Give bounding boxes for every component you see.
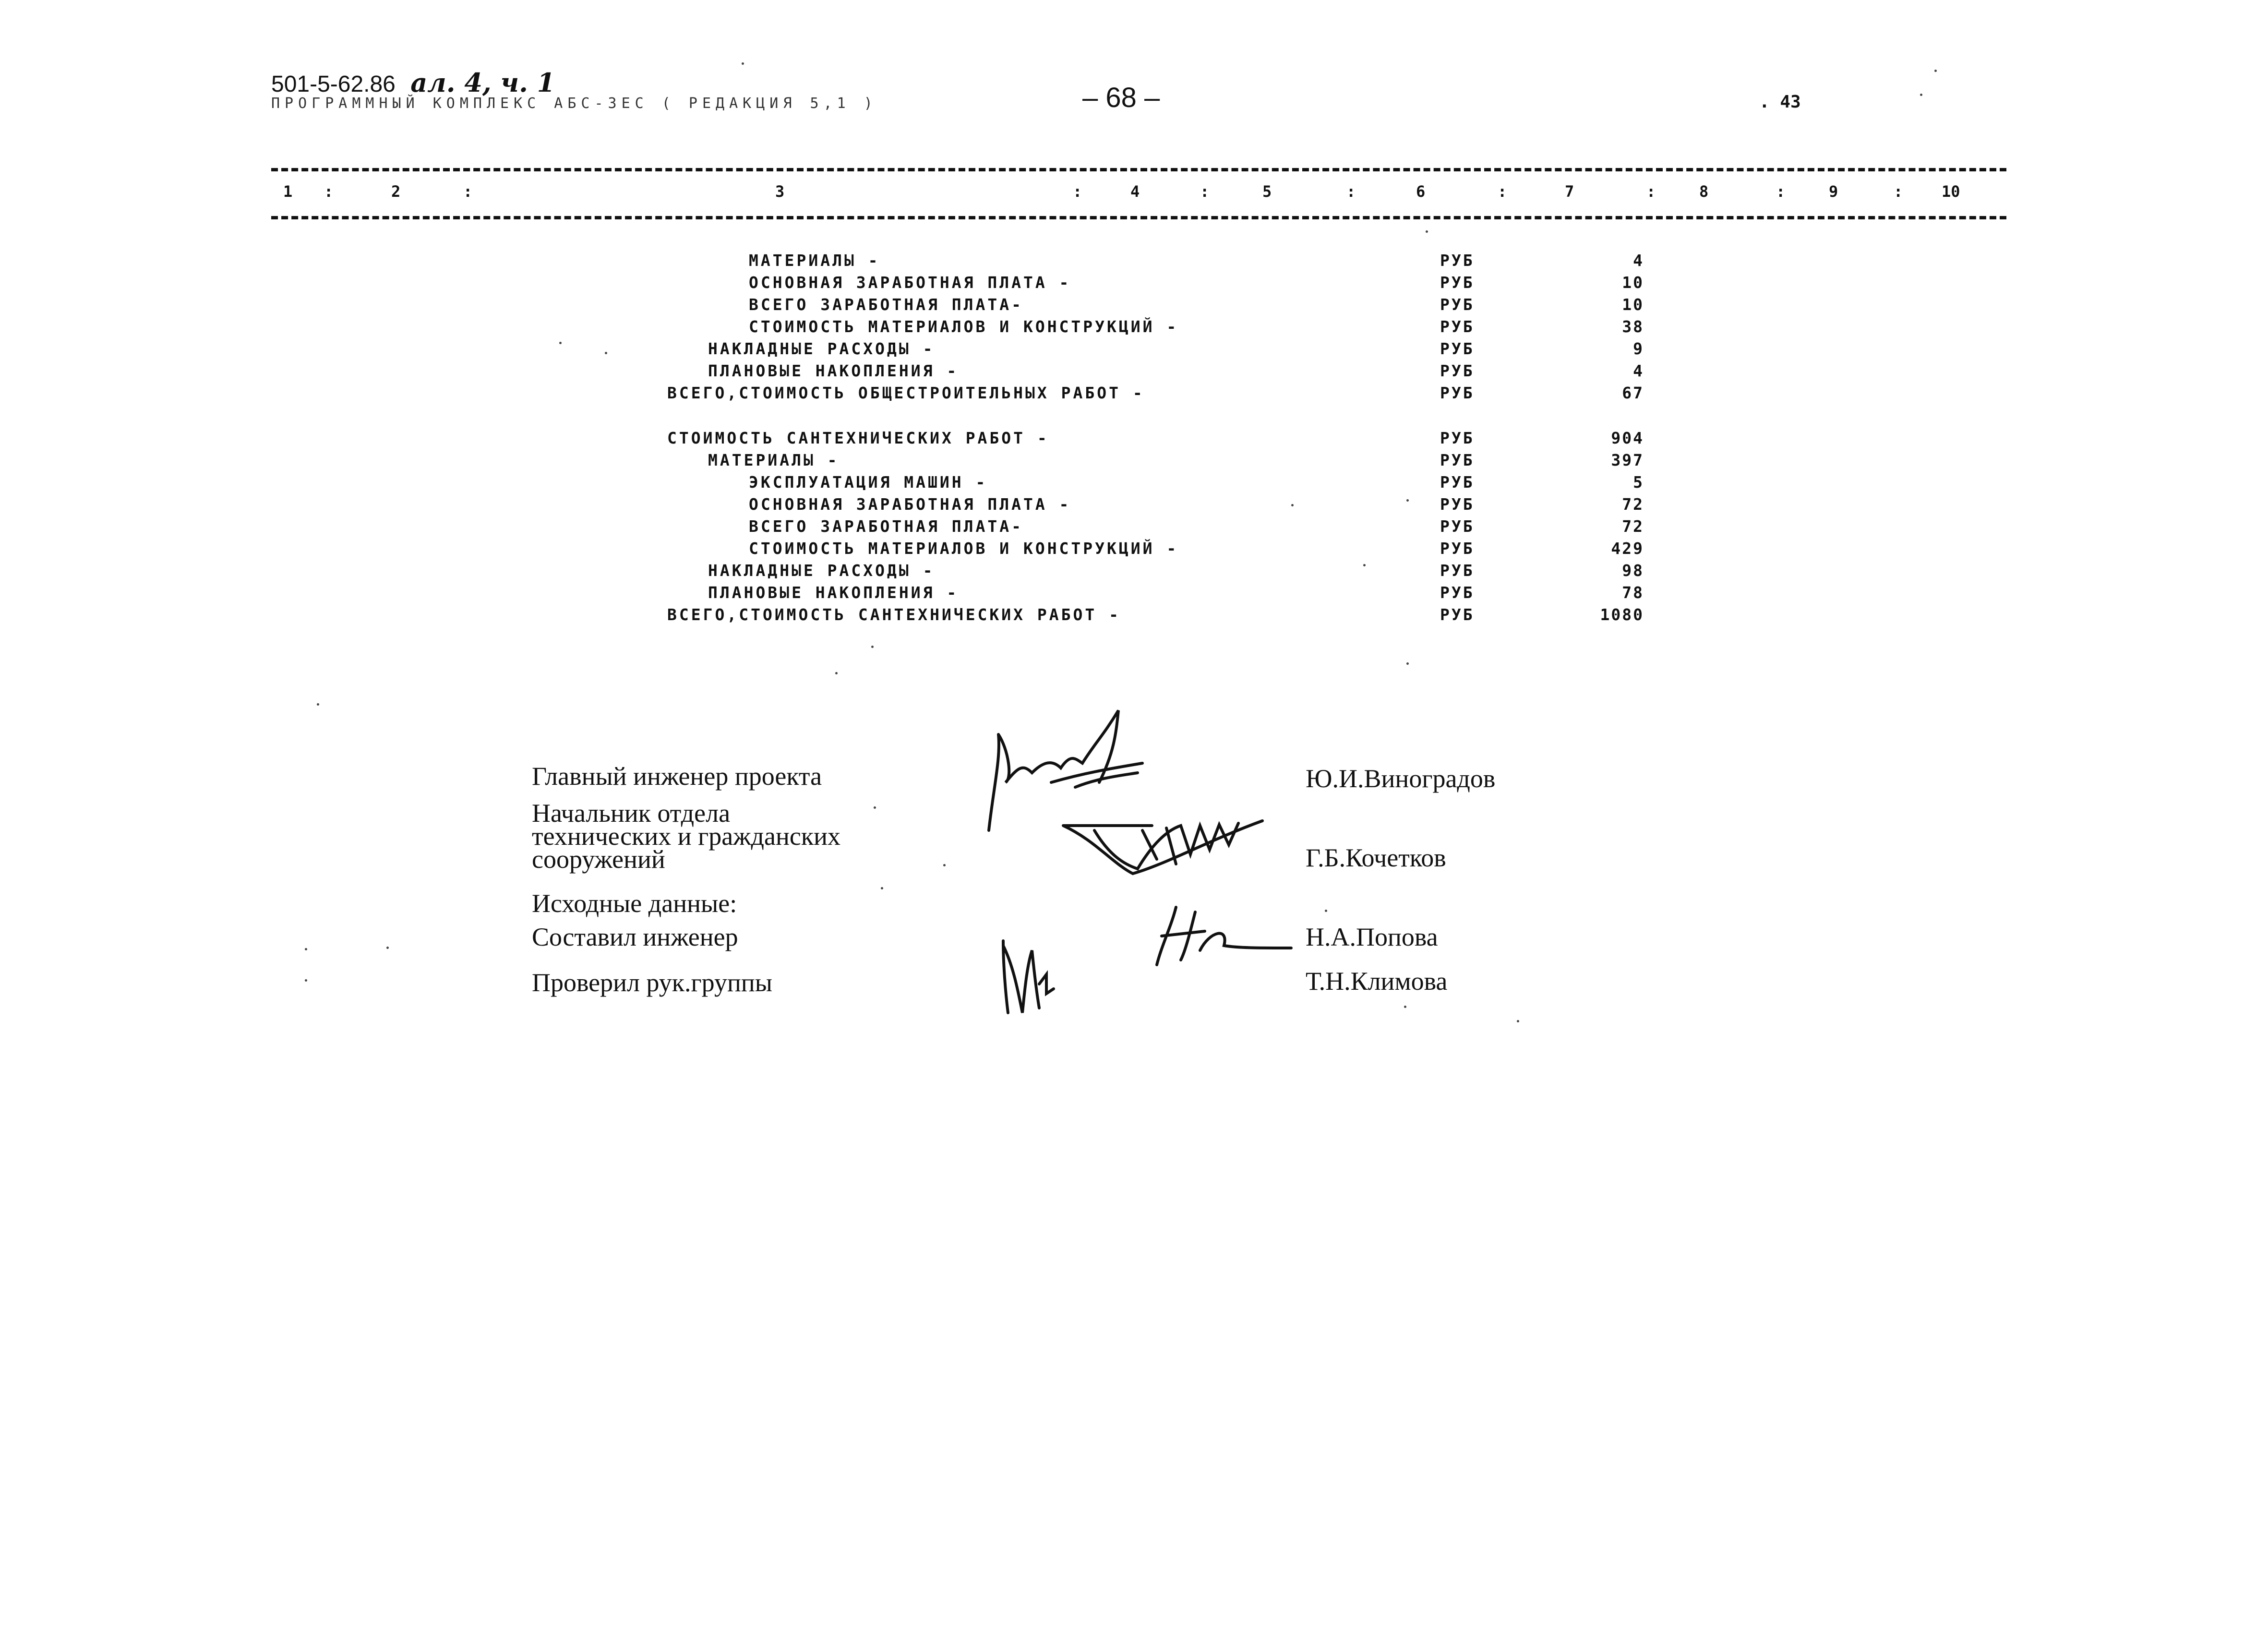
scan-speck xyxy=(305,979,307,982)
table-row xyxy=(0,294,1728,316)
col-sep: : xyxy=(463,182,473,201)
col-sep: : xyxy=(1776,182,1786,201)
scan-speck xyxy=(835,672,838,674)
col-num-4: 4 xyxy=(1130,182,1140,201)
page-number: – 68 – xyxy=(1082,82,1160,113)
row-unit: РУБ xyxy=(1440,539,1475,558)
row-label: НАКЛАДНЫЕ РАСХОДЫ - xyxy=(708,339,935,358)
row-label: ПЛАНОВЫЕ НАКОПЛЕНИЯ - xyxy=(708,583,959,602)
scan-speck xyxy=(1291,504,1294,506)
col-sep: : xyxy=(1200,182,1210,201)
row-value: 72 xyxy=(1622,517,1644,536)
row-value: 72 xyxy=(1622,495,1644,514)
role-dept-head-line1: Начальник отдела xyxy=(532,799,731,828)
row-value: 67 xyxy=(1622,384,1644,402)
table-row xyxy=(0,516,1728,538)
table-top-rule xyxy=(271,168,2006,171)
signature-dept-head xyxy=(1056,811,1277,888)
row-value: 98 xyxy=(1622,561,1644,580)
column-number-row xyxy=(271,182,2006,206)
scan-speck xyxy=(1406,662,1409,665)
table-row xyxy=(0,250,1728,272)
row-value: 78 xyxy=(1622,583,1644,602)
col-num-6: 6 xyxy=(1416,182,1426,201)
table-row xyxy=(0,427,1728,449)
row-value: 429 xyxy=(1611,539,1644,558)
col-num-8: 8 xyxy=(1699,182,1709,201)
role-compiled-by: Составил инженер xyxy=(532,923,738,951)
col-num-2: 2 xyxy=(391,182,401,201)
table-row-total xyxy=(0,382,1728,404)
role-checked-by: Проверил рук.группы xyxy=(532,968,773,997)
row-label: СТОИМОСТЬ МАТЕРИАЛОВ И КОНСТРУКЦИЙ - xyxy=(749,539,1179,558)
row-label: МАТЕРИАЛЫ - xyxy=(708,451,840,469)
row-unit: РУБ xyxy=(1440,339,1475,358)
row-label: ПЛАНОВЫЕ НАКОПЛЕНИЯ - xyxy=(708,361,959,380)
document-code-handwritten: ал. 4, ч. 1 xyxy=(410,67,555,98)
name-chief-engineer: Ю.И.Виноградов xyxy=(1306,764,1496,793)
right-mark: . 43 xyxy=(1759,92,1801,112)
row-value: 4 xyxy=(1633,361,1644,380)
row-value: 10 xyxy=(1622,273,1644,292)
table-row xyxy=(0,560,1728,582)
row-unit: РУБ xyxy=(1440,583,1475,602)
col-sep: : xyxy=(1346,182,1356,201)
row-label: МАТЕРИАЛЫ - xyxy=(749,251,880,270)
row-unit: РУБ xyxy=(1440,561,1475,580)
row-label: СТОИМОСТЬ САНТЕХНИЧЕСКИХ РАБОТ - xyxy=(667,429,1049,447)
table-row xyxy=(0,272,1728,294)
table-row xyxy=(0,471,1728,493)
row-value: 38 xyxy=(1622,317,1644,336)
col-sep: : xyxy=(1894,182,1903,201)
col-num-3: 3 xyxy=(775,182,785,201)
table-row xyxy=(0,316,1728,338)
row-value: 10 xyxy=(1622,295,1644,314)
document-code xyxy=(271,67,555,98)
row-label: ВСЕГО ЗАРАБОТНАЯ ПЛАТА- xyxy=(749,295,1023,314)
name-compiled-by: Н.А.Попова xyxy=(1306,923,1438,951)
scan-speck xyxy=(1404,1006,1406,1008)
row-unit: РУБ xyxy=(1440,451,1475,469)
table-row xyxy=(0,360,1728,382)
row-label: ОСНОВНАЯ ЗАРАБОТНАЯ ПЛАТА - xyxy=(749,273,1071,292)
row-label: ВСЕГО ЗАРАБОТНАЯ ПЛАТА- xyxy=(749,517,1023,536)
row-value: 397 xyxy=(1611,451,1644,469)
role-source-data: Исходные данные: xyxy=(532,889,737,918)
table-row xyxy=(0,449,1728,471)
row-label: ВСЕГО,СТОИМОСТЬ ОБЩЕСТРОИТЕЛЬНЫХ РАБОТ - xyxy=(667,384,1145,402)
role-dept-head-line2: технических и гражданских xyxy=(532,822,840,851)
scan-speck xyxy=(881,887,883,889)
scan-speck xyxy=(559,342,562,344)
row-value: 9 xyxy=(1633,339,1644,358)
row-unit: РУБ xyxy=(1440,495,1475,514)
scan-speck xyxy=(386,947,389,949)
row-unit: РУБ xyxy=(1440,295,1475,314)
row-unit: РУБ xyxy=(1440,317,1475,336)
scan-speck xyxy=(317,703,319,706)
document-code-printed: 501-5-62.86 xyxy=(271,72,396,97)
role-chief-engineer: Главный инженер проекта xyxy=(532,762,822,791)
table-row xyxy=(0,538,1728,560)
scan-speck xyxy=(1920,94,1922,96)
signature-compiled-by xyxy=(1152,902,1296,970)
row-label: НАКЛАДНЫЕ РАСХОДЫ - xyxy=(708,561,935,580)
scan-speck xyxy=(605,352,607,354)
row-label: ОСНОВНАЯ ЗАРАБОТНАЯ ПЛАТА - xyxy=(749,495,1071,514)
table-row xyxy=(0,338,1728,360)
name-dept-head: Г.Б.Кочетков xyxy=(1306,843,1446,872)
scan-speck xyxy=(1406,499,1409,502)
scan-speck xyxy=(871,646,874,648)
col-sep: : xyxy=(1073,182,1082,201)
scan-speck xyxy=(943,864,946,866)
row-label: ЭКСПЛУАТАЦИЯ МАШИН - xyxy=(749,473,988,492)
row-unit: РУБ xyxy=(1440,361,1475,380)
row-unit: РУБ xyxy=(1440,251,1475,270)
col-sep: : xyxy=(1646,182,1656,201)
scan-speck xyxy=(305,948,307,950)
row-unit: РУБ xyxy=(1440,473,1475,492)
scan-speck xyxy=(1517,1020,1519,1022)
table-row-total xyxy=(0,604,1728,626)
row-unit: РУБ xyxy=(1440,429,1475,447)
scan-speck xyxy=(1426,230,1428,233)
signature-checked-by xyxy=(998,936,1056,1018)
scan-speck xyxy=(874,806,876,809)
col-num-7: 7 xyxy=(1565,182,1574,201)
row-value: 4 xyxy=(1633,251,1644,270)
row-unit: РУБ xyxy=(1440,605,1475,624)
scan-speck xyxy=(742,62,744,65)
role-dept-head xyxy=(532,799,840,874)
row-value: 5 xyxy=(1633,473,1644,492)
table-row xyxy=(0,582,1728,604)
row-unit: РУБ xyxy=(1440,384,1475,402)
col-num-1: 1 xyxy=(283,182,293,201)
row-label: ВСЕГО,СТОИМОСТЬ САНТЕХНИЧЕСКИХ РАБОТ - xyxy=(667,605,1121,624)
row-unit: РУБ xyxy=(1440,517,1475,536)
row-unit: РУБ xyxy=(1440,273,1475,292)
row-value: 1080 xyxy=(1600,605,1644,624)
program-line: ПРОГРАММНЫЙ КОМПЛЕКС АБС-3ЕС ( РЕДАКЦИЯ 5,1 ) xyxy=(271,95,877,112)
name-checked-by: Т.Н.Климова xyxy=(1306,967,1448,996)
col-num-9: 9 xyxy=(1829,182,1838,201)
row-value: 904 xyxy=(1611,429,1644,447)
table-row xyxy=(0,493,1728,516)
row-label: СТОИМОСТЬ МАТЕРИАЛОВ И КОНСТРУКЦИЙ - xyxy=(749,317,1179,336)
table-header-rule xyxy=(271,216,2006,219)
col-sep: : xyxy=(324,182,334,201)
scan-speck xyxy=(1325,910,1327,912)
role-dept-head-line3: сооружений xyxy=(532,845,665,874)
scan-speck xyxy=(1934,70,1937,72)
col-num-10: 10 xyxy=(1942,182,1960,201)
col-sep: : xyxy=(1498,182,1507,201)
col-num-5: 5 xyxy=(1262,182,1272,201)
scan-speck xyxy=(1363,564,1366,566)
